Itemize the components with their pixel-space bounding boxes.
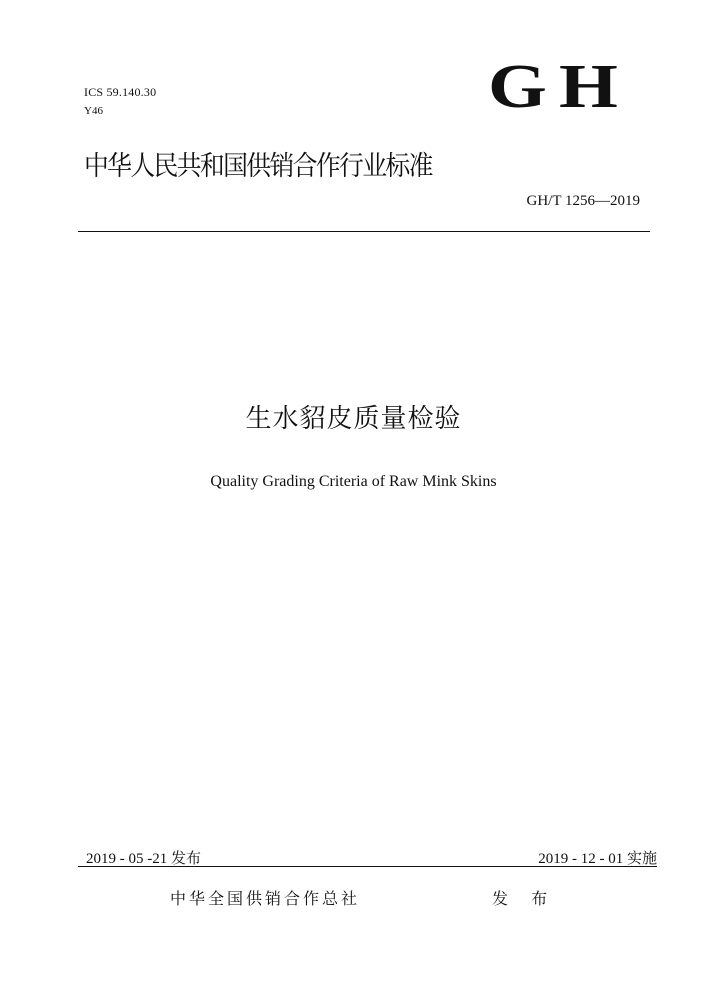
document-subtitle: Quality Grading Criteria of Raw Mink Skins	[210, 473, 497, 490]
top-divider	[78, 231, 650, 232]
ccs-code: Y46	[84, 105, 103, 117]
standard-code: GH/T 1256—2019	[526, 193, 640, 209]
ics-code: ICS 59.140.30	[84, 85, 157, 99]
implementation-date: 2019 - 12 - 01 实施	[538, 851, 657, 867]
gh-logo: GH	[488, 53, 631, 121]
bottom-divider	[78, 866, 657, 867]
standard-title: 中华人民共和国供销合作行业标准	[84, 151, 432, 182]
issue-date: 2019 - 05 -21 发布	[86, 851, 201, 867]
publisher-name: 中华全国供销合作总社	[170, 889, 361, 908]
document-title: 生水貂皮质量检验	[245, 404, 462, 434]
publish-label: 发 布	[492, 889, 557, 908]
